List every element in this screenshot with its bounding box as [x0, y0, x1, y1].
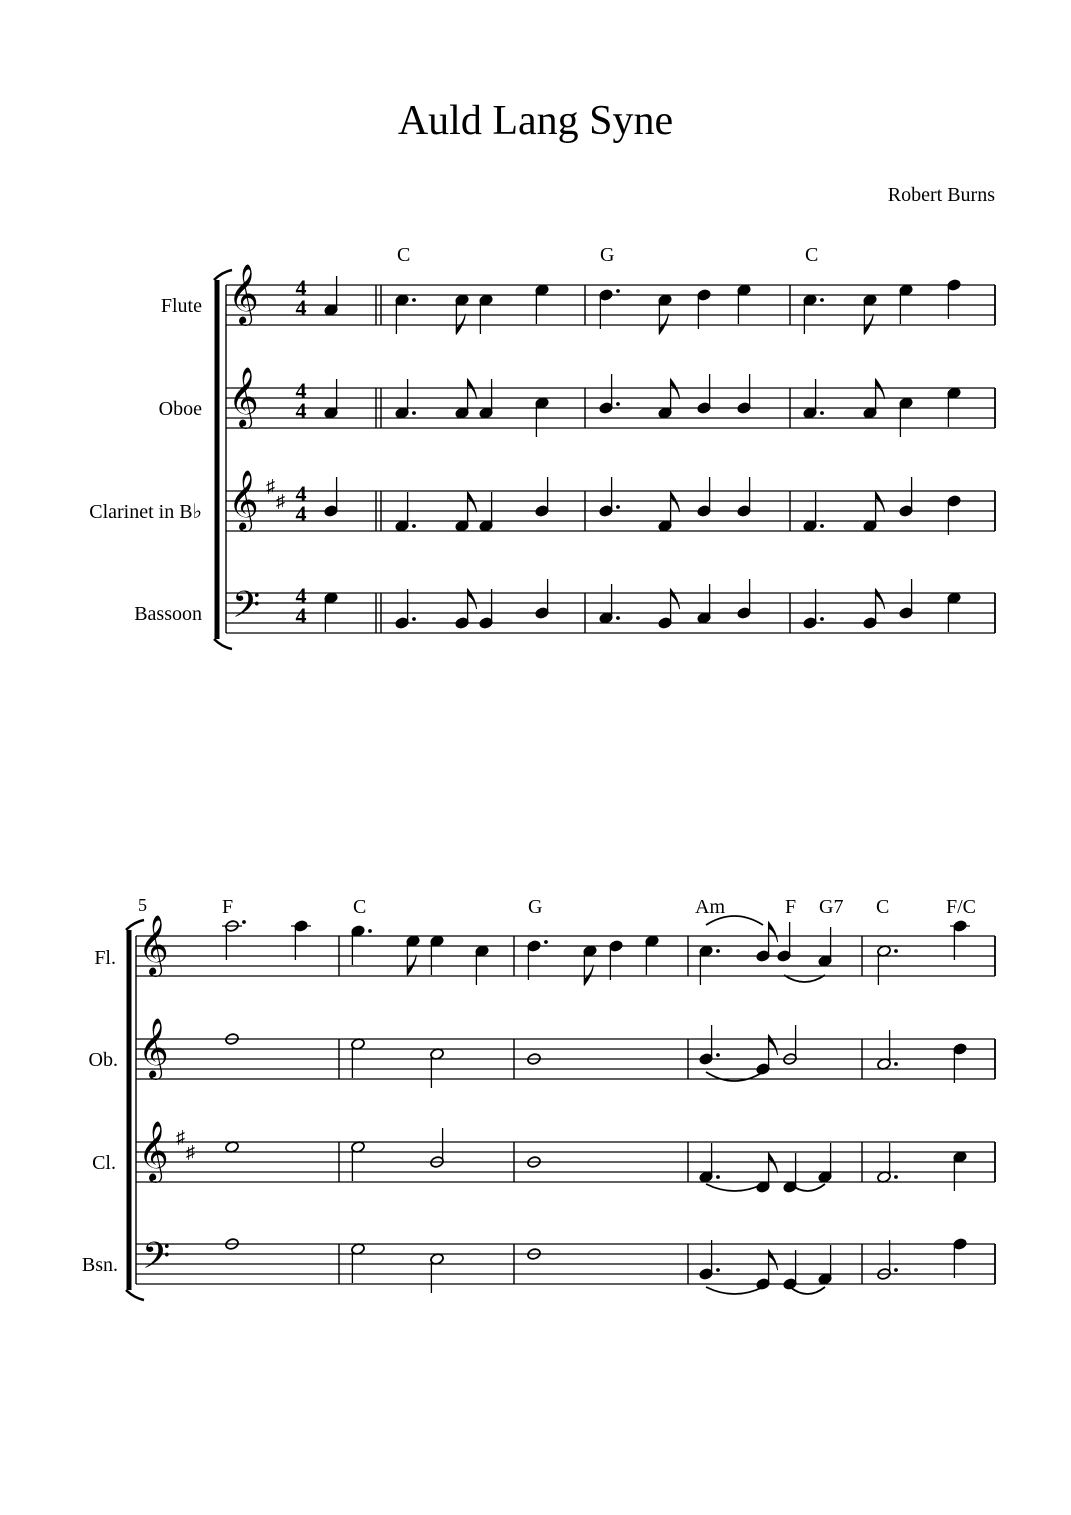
- chord-symbol: C: [353, 896, 367, 918]
- note-flag: [407, 955, 416, 975]
- bass-clef: 𝄢: [142, 1236, 171, 1285]
- dot: [820, 524, 824, 528]
- chord-symbol: F: [222, 896, 234, 918]
- svg-text:4: 4: [295, 295, 307, 320]
- composer: Robert Burns: [887, 184, 995, 206]
- note-flag: [876, 589, 885, 609]
- note-flag: [468, 379, 477, 399]
- dot: [368, 929, 372, 933]
- slur: [706, 1287, 763, 1294]
- treble-clef: 𝄞: [228, 369, 259, 426]
- svg-text:4: 4: [295, 275, 307, 300]
- treble-clef: 𝄞: [228, 472, 259, 529]
- dot: [820, 298, 824, 302]
- dot: [716, 1175, 720, 1179]
- sharp-accidental: ♯: [176, 1127, 185, 1147]
- slur: [790, 1287, 825, 1294]
- dot: [616, 289, 620, 293]
- instrument-name-ob: Ob.: [88, 1049, 118, 1071]
- instrument-name-flute: Flute: [160, 295, 202, 317]
- svg-text:4: 4: [295, 481, 307, 506]
- dot: [616, 402, 620, 406]
- treble-clef: 𝄞: [138, 917, 169, 974]
- chord-symbol: F: [785, 896, 797, 918]
- slur: [706, 1184, 763, 1191]
- instrument-name-bassoon: Bassoon: [134, 603, 202, 625]
- note-flag: [659, 314, 668, 334]
- slur: [706, 1072, 763, 1081]
- svg-text:4: 4: [295, 501, 307, 526]
- note-flag: [769, 1153, 778, 1173]
- dot: [616, 505, 620, 509]
- instrument-name-oboe: Oboe: [158, 398, 202, 420]
- note-flag: [876, 379, 885, 399]
- instrument-name-fl: Fl.: [94, 947, 116, 969]
- dot: [242, 920, 246, 924]
- sharp-accidental: ♯: [266, 476, 275, 496]
- instrument-name-cl: Cl.: [92, 1152, 116, 1174]
- measure-number: 5: [138, 895, 147, 915]
- chord-symbol: C: [805, 244, 819, 266]
- time-signature: [296, 275, 307, 628]
- treble-clef: 𝄞: [228, 266, 259, 323]
- dot: [412, 298, 416, 302]
- bass-clef: 𝄢: [232, 585, 261, 634]
- dot: [716, 1053, 720, 1057]
- chord-symbol: C: [397, 244, 411, 266]
- note-flag: [769, 1035, 778, 1055]
- treble-clef: 𝄞: [138, 1020, 169, 1077]
- score-title: Auld Lang Syne: [397, 98, 674, 144]
- chord-symbol: Am: [695, 896, 725, 918]
- dot: [412, 524, 416, 528]
- chord-symbol: G: [600, 244, 615, 266]
- dot: [616, 616, 620, 620]
- bracket-hook: [126, 1290, 144, 1300]
- treble-clef: 𝄞: [138, 1123, 169, 1180]
- dot: [894, 1268, 898, 1272]
- sharp-accidental: ♯: [186, 1142, 195, 1162]
- chord-symbol: F/C: [946, 896, 977, 918]
- note-flag: [864, 314, 873, 334]
- svg-text:4: 4: [295, 603, 307, 628]
- note-flag: [468, 492, 477, 512]
- note-flag: [468, 589, 477, 609]
- dot: [894, 1175, 898, 1179]
- note-flag: [671, 589, 680, 609]
- svg-text:4: 4: [295, 583, 307, 608]
- dot: [412, 617, 416, 621]
- chord-symbol: G7: [819, 896, 844, 918]
- chord-symbol: C: [876, 896, 890, 918]
- dot: [412, 411, 416, 415]
- dot: [716, 949, 720, 953]
- dot: [544, 940, 548, 944]
- dot: [716, 1268, 720, 1272]
- svg-text:4: 4: [295, 398, 307, 423]
- dot: [894, 949, 898, 953]
- note-flag: [456, 314, 465, 334]
- note-flag: [769, 922, 778, 942]
- svg-text:4: 4: [295, 378, 307, 403]
- instrument-name-clarinet: Clarinet in B♭: [89, 501, 202, 523]
- note-flag: [671, 492, 680, 512]
- dot: [820, 411, 824, 415]
- note-flag: [584, 965, 593, 985]
- dot: [894, 1062, 898, 1066]
- instrument-name-bsn: Bsn.: [81, 1254, 118, 1276]
- notation-layer: [126, 264, 995, 1300]
- note-flag: [769, 1250, 778, 1270]
- note-flag: [671, 379, 680, 399]
- sharp-accidental: ♯: [276, 491, 285, 511]
- note-flag: [876, 492, 885, 512]
- dot: [820, 617, 824, 621]
- bracket-hook: [214, 639, 232, 649]
- chord-symbol: G: [528, 896, 543, 918]
